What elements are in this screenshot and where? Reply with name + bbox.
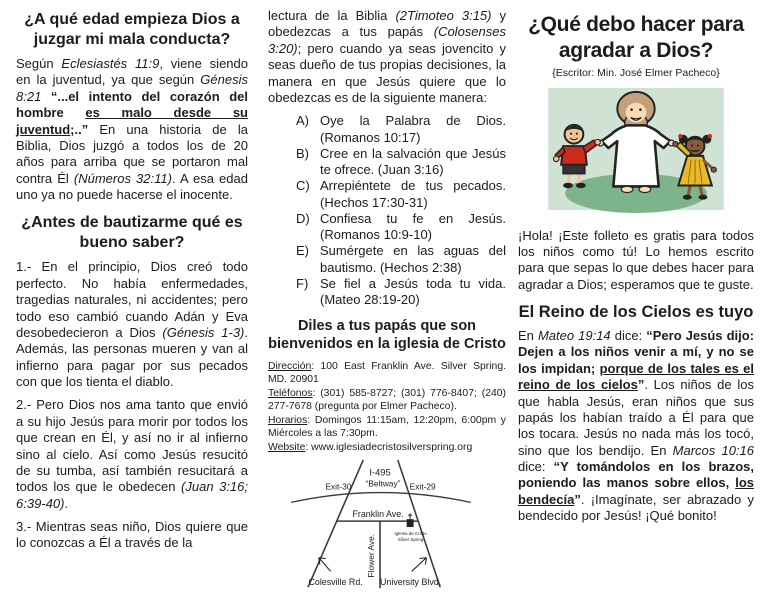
middle-panel — [268, 0, 506, 609]
list-item-text: Se fiel a Jesús toda tu vida. (Mateo 28:19-20) — [320, 275, 506, 307]
phones-line: Teléfonos: (301) 585-8727; (301) 776-8407; (240) 277-7678 (pregunta por Elmer Pacheco). — [268, 387, 506, 413]
list-item — [268, 146, 506, 179]
map-label-beltway: “Beltway” — [365, 478, 401, 489]
list-item — [268, 276, 506, 309]
left-paragraph-3: 2.- Pero Dios nos ama tanto que envió a su hijo Jesús para morir por todos los que crean en Él, y así no ir al infierno sino al cielo. Así como Jesús resucitó de su tumba, así también resucitará a todos los que le obedecen (Juan 3:16; 6:39-40). — [16, 397, 249, 511]
address-line: Dirección: 100 East Franklin Ave. Silver Spring. MD. 20901 — [268, 360, 506, 386]
left-heading-1: ¿A qué edad empieza Dios a juzgar mi mala conducta? — [24, 11, 240, 48]
list-item-text: Oye la Palabra de Dios. (Romanos 10:17) — [320, 113, 506, 145]
jesus-children-illustration — [543, 85, 729, 215]
map-label-franklin-ave: Franklin Ave. — [352, 509, 404, 520]
kingdom-paragraph: En Mateo 19:14 dice: “Pero Jesús dijo: Dejen a los niños venir a mí, y no se los impidan; porque de los tales es el reino de los cielos”. Los niños de los que habla Jesús, eran niños que sus papás los habían traído a Él para que los tocara. Jesús no nada más los tocó, sino que los bendijo. En Marcos 10:16 dice: “Y tomándolos en los brazos, poniendo las manos sobre ellos, los bendecía”. ¡Imagínate, ser abrazado y bendecido por Jesús! ¡Qué bonito! — [518, 328, 755, 524]
list-item-letter: B) — [296, 145, 309, 161]
kingdom-heading: El Reino de los Cielos es tuyo — [518, 303, 754, 321]
byline: {Escritor: Min. José Elmer Pacheco} — [552, 66, 720, 79]
schedule-line: Horarios: Domingos 11:15am, 12:20pm, 6:00pm y Miércoles a las 7:30pm. — [268, 414, 506, 440]
map-label-i495: I-495 — [369, 467, 391, 478]
map-label-church-2: Silver Spring — [397, 536, 424, 542]
right-panel — [518, 0, 754, 532]
middle-paragraph-1: lectura de la Biblia (2Timoteo 3:15) y obedezcas a tus papás (Colosenses 3:20); pero cuando ya seas jovencito y seas dueño de tus propias decisiones, la manera en que Jesús quiere que lo obedezcas es de la siguiente manera: — [268, 8, 506, 105]
map-label-flower-ave: Flower Ave. — [366, 533, 377, 578]
map-diagram — [282, 456, 482, 604]
left-paragraph-2: 1.- En el principio, Dios creó todo perfecto. No había enfermedades, tragedias naturales, ni accidentes; pero todo eso cambió cuando Adán y Eva desobedecieron a Dios (Génesis 1-3). Además, las personas mueren y van al infierno para pagar por sus pecados con que los tienta el diablo. — [16, 259, 249, 390]
church-marker-icon — [407, 513, 414, 527]
map-label-church-1: Iglesia de Cristo — [394, 531, 427, 537]
list-item — [268, 243, 506, 276]
map-label-exit29: Exit-29 — [409, 481, 436, 492]
map-label-university: University Blvd. — [380, 577, 442, 588]
list-item-letter: C) — [296, 178, 310, 194]
invite-heading: Diles a tus papás que son bienvenidos en la iglesia de Cristo — [268, 318, 506, 353]
list-item-letter: D) — [296, 210, 310, 226]
list-item-letter: A) — [296, 113, 309, 129]
list-item — [268, 178, 506, 211]
map-label-colesville: Colesville Rd. — [308, 577, 363, 588]
left-panel — [16, 0, 248, 559]
list-item-text: Arrepiéntete de tus pecados. (Hechos 17:30-31) — [320, 178, 506, 210]
list-item — [268, 211, 506, 244]
obedience-steps-list — [268, 113, 506, 308]
left-paragraph-4: 3.- Mientras seas niño, Dios quiere que lo conozcas a Él a través de la — [16, 519, 248, 551]
page-title: ¿Qué debo hacer para agradar a Dios? — [528, 13, 744, 63]
greeting-paragraph: ¡Hola! ¡Este folleto es gratis para todos los niños como tú! Lo hemos escrito para que sepas lo que debes hacer para agradar a Dios; esperamos que te guste. — [518, 227, 754, 292]
list-item-text: Confiesa tu fe en Jesús. (Romanos 10:9-10) — [320, 210, 506, 242]
list-item-letter: F) — [296, 275, 309, 291]
map-label-exit30: Exit-30 — [325, 481, 352, 492]
list-item — [268, 113, 506, 146]
list-item-text: Sumérgete en las aguas del bautismo. (Hechos 2:38) — [320, 243, 506, 275]
contact-info — [268, 360, 506, 455]
left-paragraph-1: Según Eclesiastés 11:9, viene siendo en la juventud, ya que según Génesis 8:21 “...el intento del corazón del hombre es malo desde su juventud;..” En una historia de la Biblia, Dios juzgó a todos los de 20 años para arriba que se portaron mal contra Él (Números 32:11). A esa edad uno ya no puede hacerse el inocente. — [16, 56, 248, 203]
illustration-container — [518, 85, 754, 220]
location-map — [282, 456, 506, 609]
list-item-letter: E) — [296, 243, 309, 259]
list-item-text: Cree en la salvación que Jesús te ofrece. (Juan 3:16) — [320, 145, 506, 177]
website-line: Website: www.iglesiadecristosilverspring.org — [268, 441, 473, 453]
left-heading-2: ¿Antes de bautizarme qué es bueno saber? — [21, 214, 243, 251]
